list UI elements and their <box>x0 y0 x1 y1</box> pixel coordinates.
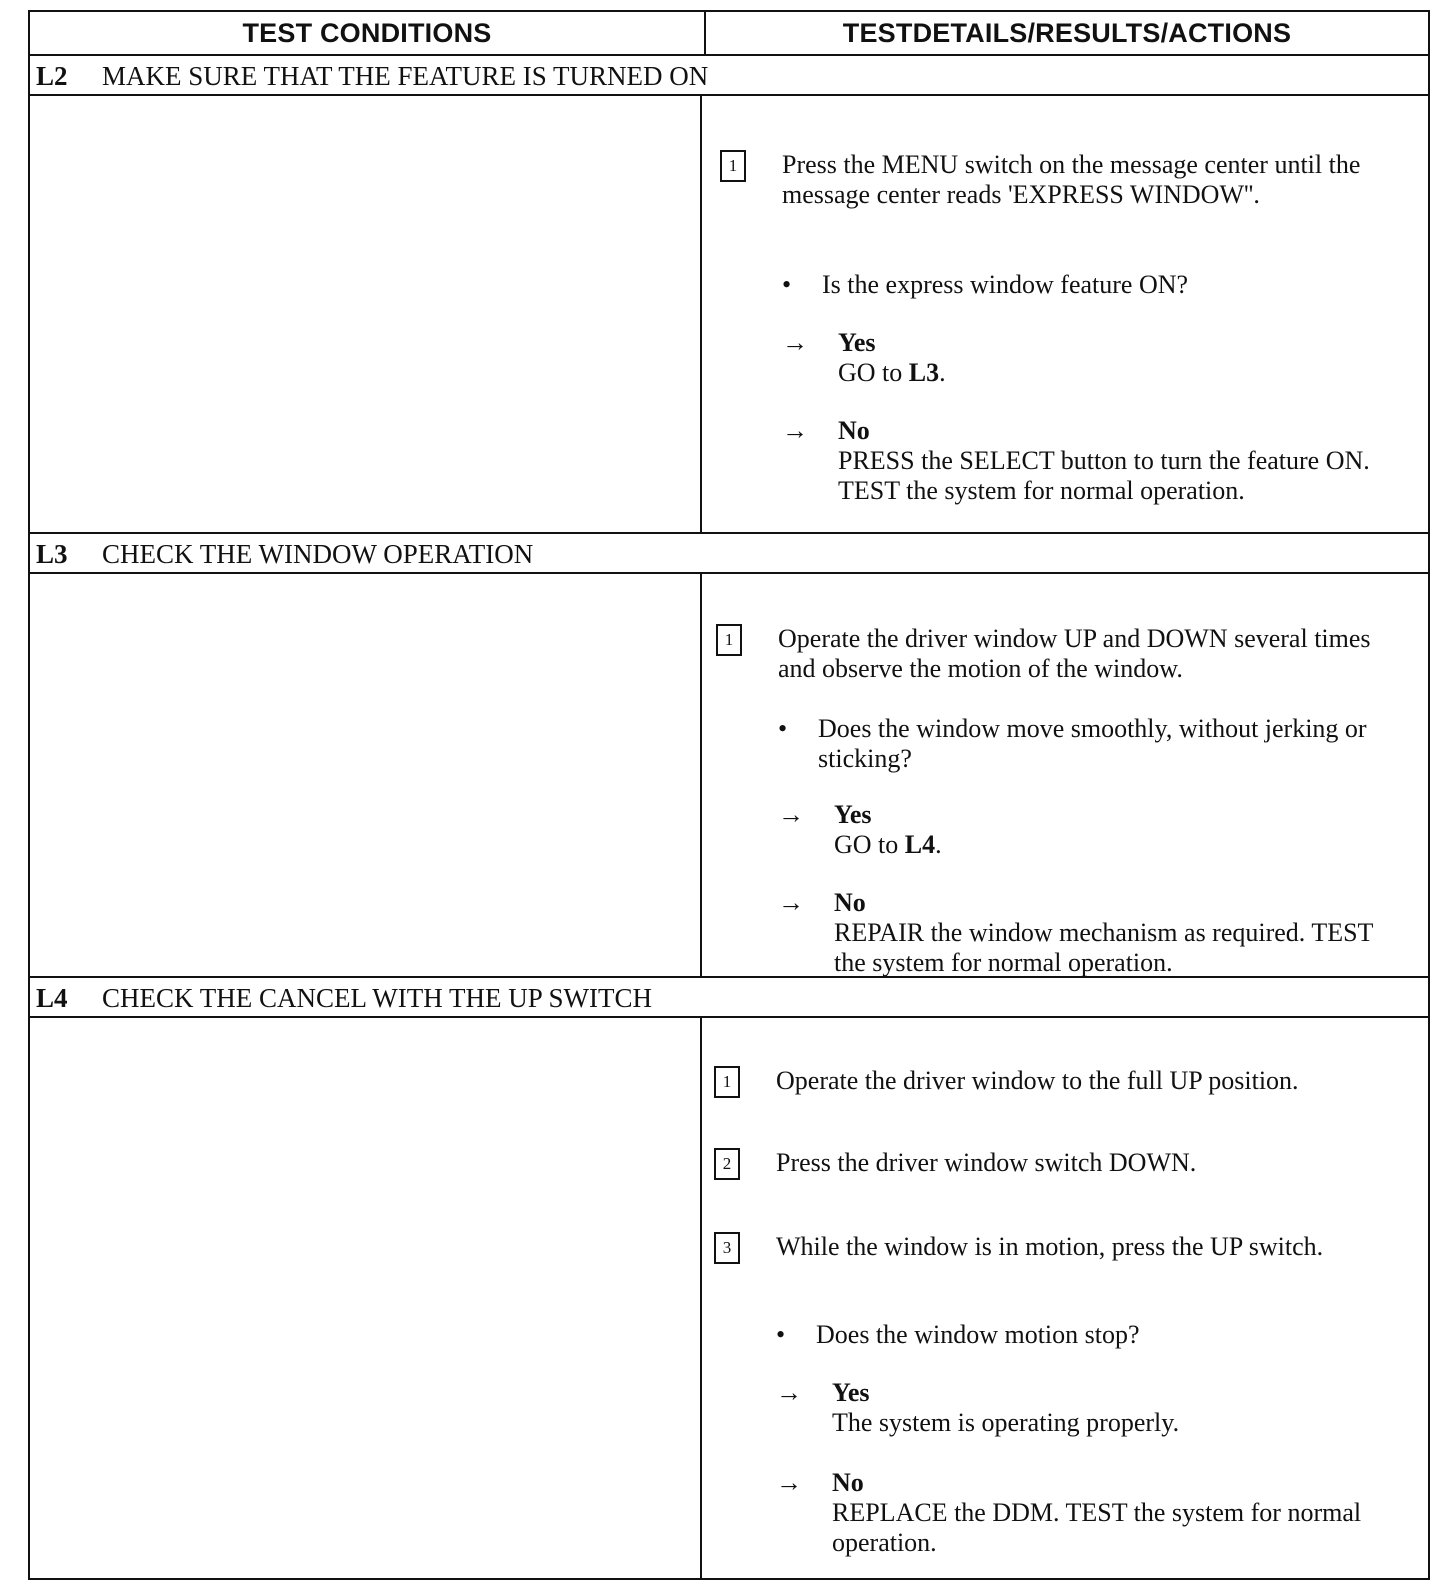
section-code: L4 <box>36 983 68 1013</box>
step-text: Operate the driver window to the full UP position. <box>776 1066 1299 1095</box>
step-text: Press the MENU switch on the message center until the message center reads 'EXPRESS WINDOW''. <box>782 150 1361 209</box>
column-divider <box>700 1018 702 1578</box>
step-number: 3 <box>714 1232 740 1264</box>
section-heading: CHECK THE CANCEL WITH THE UP SWITCH <box>102 983 652 1013</box>
bullet-icon: • <box>782 270 792 299</box>
section-l2-body <box>30 96 1428 534</box>
arrow-right-icon: → <box>776 1468 802 1497</box>
step-number: 1 <box>720 150 746 182</box>
header-test-conditions: TEST CONDITIONS <box>30 12 706 54</box>
answer-action: GO to L3. <box>838 358 946 387</box>
step-number: 2 <box>714 1148 740 1180</box>
bullet-icon: • <box>776 1320 786 1349</box>
table-header-row <box>30 12 1428 56</box>
header-test-details: TESTDETAILS/RESULTS/ACTIONS <box>842 18 1292 48</box>
section-l4-body <box>30 1018 1428 1578</box>
column-divider <box>700 574 702 976</box>
step-text: While the window is in motion, press the UP switch. <box>776 1232 1324 1261</box>
answer-action: PRESS the SELECT button to turn the feature ON. TEST the system for normal operation. <box>838 446 1370 505</box>
step-text: Operate the driver window UP and DOWN several times and observe the motion of the window. <box>778 624 1371 683</box>
answer-label: No <box>832 1468 864 1497</box>
answer-action: The system is operating properly. <box>832 1408 1180 1437</box>
question-text: Does the window motion stop? <box>816 1320 1140 1349</box>
arrow-right-icon: → <box>778 888 804 917</box>
arrow-right-icon: → <box>778 800 804 829</box>
answer-action: GO to L4. <box>834 830 942 859</box>
arrow-right-icon: → <box>782 328 808 357</box>
arrow-right-icon: → <box>782 416 808 445</box>
section-l3-body <box>30 574 1428 978</box>
section-code: L2 <box>36 61 68 91</box>
question-text: Is the express window feature ON? <box>822 270 1189 299</box>
answer-action: REPLACE the DDM. TEST the system for normal operation. <box>832 1498 1362 1557</box>
step-text: Press the driver window switch DOWN. <box>776 1148 1197 1177</box>
section-code: L3 <box>36 539 68 569</box>
step-reference[interactable]: L4 <box>904 830 936 859</box>
step-reference[interactable]: L3 <box>908 358 940 387</box>
section-l3-title <box>30 534 1428 574</box>
diagnostic-table <box>28 10 1430 1580</box>
step-number: 1 <box>714 1066 740 1098</box>
step-number: 1 <box>716 624 742 656</box>
answer-label: No <box>834 888 866 917</box>
answer-label: Yes <box>834 800 872 829</box>
answer-action: REPAIR the window mechanism as required. TEST the system for normal operation. <box>834 918 1373 977</box>
section-l4-title <box>30 978 1428 1018</box>
section-heading: MAKE SURE THAT THE FEATURE IS TURNED ON <box>102 61 709 91</box>
bullet-icon: • <box>778 714 788 743</box>
arrow-right-icon: → <box>776 1378 802 1407</box>
column-divider <box>700 96 702 532</box>
answer-label: Yes <box>838 328 876 357</box>
answer-label: No <box>838 416 870 445</box>
section-l2-title <box>30 56 1428 96</box>
answer-label: Yes <box>832 1378 870 1407</box>
question-text: Does the window move smoothly, without jerking or sticking? <box>818 714 1367 773</box>
section-heading: CHECK THE WINDOW OPERATION <box>102 539 534 569</box>
